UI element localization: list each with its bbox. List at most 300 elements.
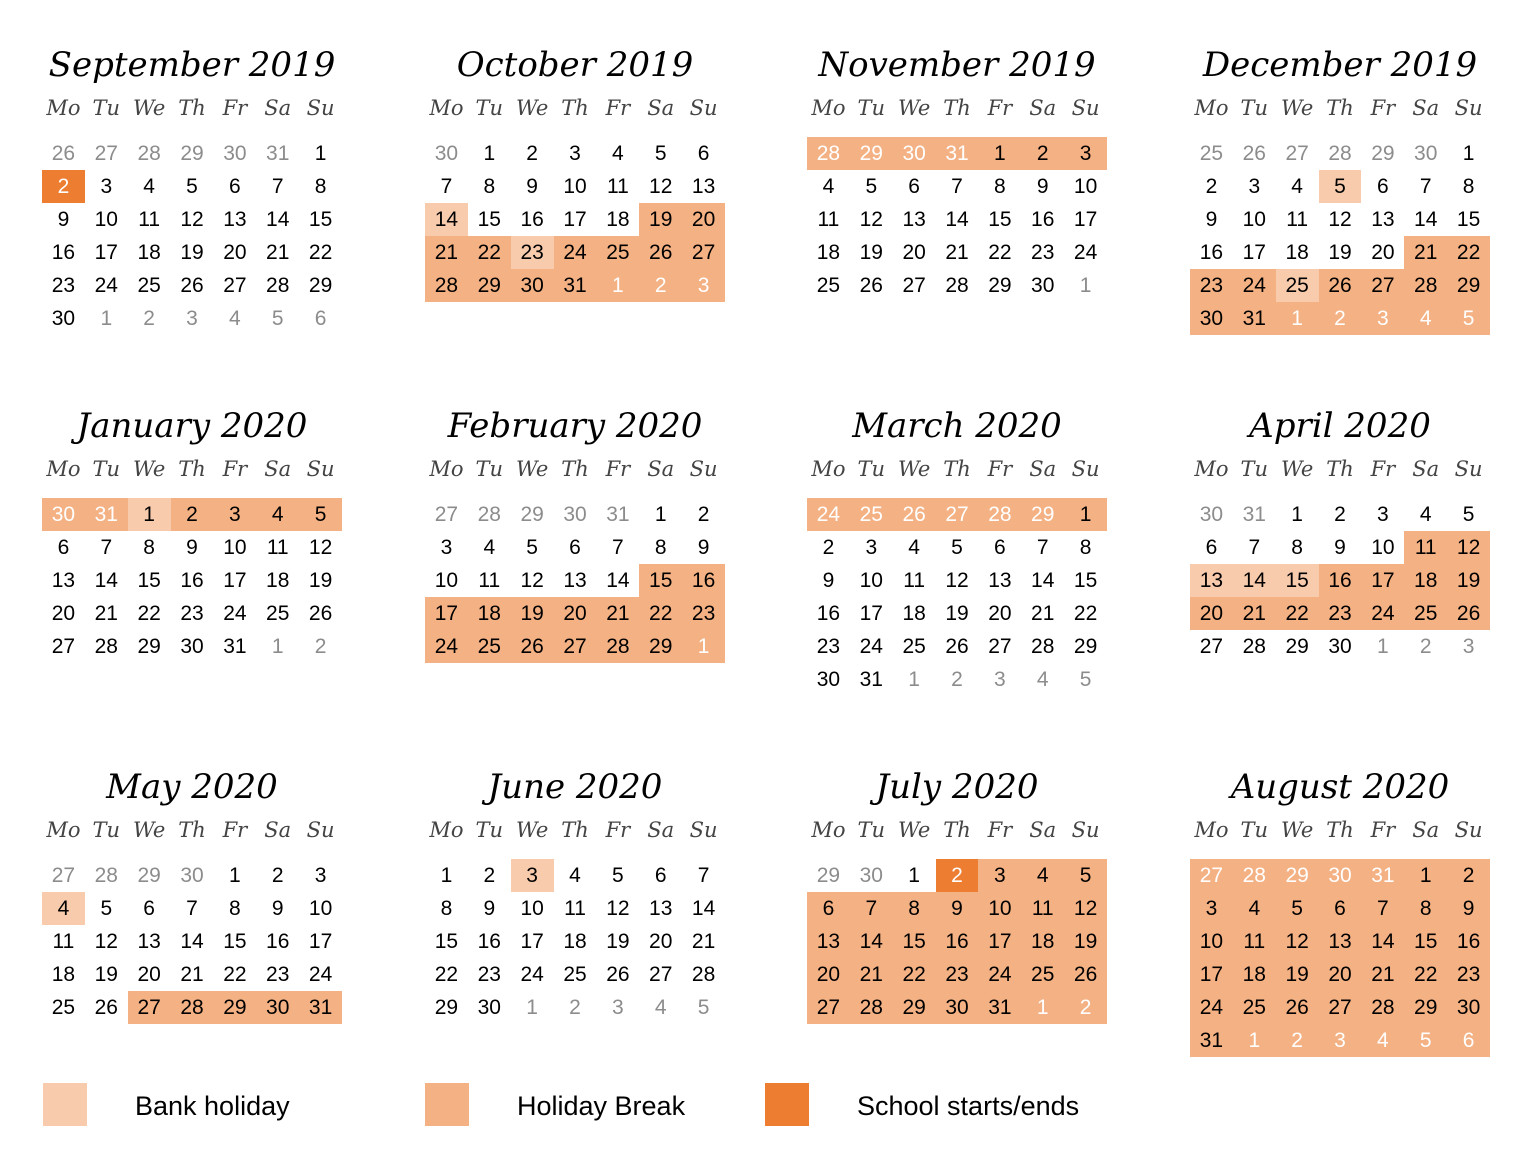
adjacent-month-day: 25 [1199, 142, 1224, 165]
day-cell: 24 [1190, 991, 1233, 1024]
day-cell: 30 [51, 307, 76, 330]
day-cell: 8 [314, 175, 327, 198]
weekday-header: We [897, 457, 931, 481]
day-cell: 20 [682, 203, 725, 236]
day-cell: 26 [94, 996, 118, 1019]
day-cell: 17 [1242, 241, 1266, 264]
day-cell: 2 [1021, 137, 1064, 170]
day-cell: 9 [1036, 175, 1049, 198]
adjacent-month-day: 27 [434, 503, 459, 526]
adjacent-month-day: 29 [520, 503, 544, 526]
day-cell: 5 [526, 536, 538, 559]
day-cell: 30 [1031, 274, 1055, 297]
weekday-header: Su [306, 96, 335, 120]
day-cell: 11 [266, 536, 289, 559]
day-cell: 15 [639, 564, 682, 597]
day-cell: 16 [1199, 241, 1224, 264]
day-cell: 5 [1319, 170, 1362, 203]
day-cell: 30 [1447, 991, 1490, 1024]
day-cell: 17 [1073, 208, 1098, 231]
day-cell: 13 [649, 897, 673, 920]
adjacent-month-day: 30 [1414, 142, 1438, 165]
day-cell: 7 [612, 536, 624, 559]
day-cell: 22 [1276, 597, 1319, 630]
adjacent-month-day: 31 [936, 137, 979, 170]
day-cell: 22 [1404, 958, 1447, 991]
day-cell: 23 [936, 958, 979, 991]
day-cell: 1 [1064, 498, 1107, 531]
day-cell: 9 [1334, 536, 1346, 559]
adjacent-month-day: 30 [1199, 503, 1224, 526]
day-cell: 27 [1199, 635, 1224, 658]
adjacent-month-day: 4 [1361, 1024, 1404, 1057]
day-cell: 15 [988, 208, 1012, 231]
adjacent-month-day: 2 [143, 307, 155, 330]
day-cell: 26 [511, 630, 554, 663]
day-cell: 28 [691, 963, 716, 986]
day-cell: 21 [1361, 958, 1404, 991]
day-cell: 11 [564, 897, 586, 920]
day-cell: 5 [612, 864, 624, 887]
day-cell: 3 [440, 536, 453, 559]
day-cell: 12 [520, 569, 544, 592]
weekday-header: Tu [1240, 457, 1269, 481]
weekday-header: Su [1454, 818, 1483, 842]
day-cell: 27 [988, 635, 1012, 658]
adjacent-month-day: 29 [180, 142, 204, 165]
adjacent-month-day: 2 [314, 635, 327, 658]
month-title: July 2020 [875, 767, 1039, 807]
day-cell: 14 [180, 930, 204, 953]
day-cell: 9 [697, 536, 710, 559]
day-cell: 1 [1404, 859, 1447, 892]
day-cell: 8 [1079, 536, 1092, 559]
adjacent-month-day: 1 [1079, 274, 1092, 297]
adjacent-month-day: 31 [85, 498, 128, 531]
day-cell: 6 [697, 142, 710, 165]
day-cell: 18 [1021, 925, 1064, 958]
adjacent-month-day: 31 [266, 142, 290, 165]
weekday-header: Su [689, 96, 718, 120]
day-cell: 3 [314, 864, 327, 887]
day-cell: 9 [271, 897, 284, 920]
day-cell: 21 [691, 930, 716, 953]
adjacent-month-day: 2 [1064, 991, 1107, 1024]
weekday-header: Su [689, 818, 718, 842]
day-cell: 18 [563, 930, 587, 953]
day-cell: 29 [1285, 635, 1309, 658]
day-cell: 22 [1073, 602, 1098, 625]
weekday-header: Mo [46, 457, 81, 481]
day-cell: 28 [945, 274, 969, 297]
weekday-header: Th [178, 457, 206, 481]
weekday-header: Fr [605, 457, 631, 481]
day-cell: 26 [1276, 991, 1319, 1024]
day-cell: 11 [1286, 208, 1309, 231]
day-cell: 3 [213, 498, 256, 531]
day-cell: 16 [266, 930, 290, 953]
weekday-header: Fr [222, 96, 248, 120]
day-cell: 23 [816, 635, 841, 658]
day-cell: 29 [137, 635, 161, 658]
day-cell: 13 [1319, 925, 1362, 958]
day-cell: 9 [1447, 892, 1490, 925]
day-cell: 17 [223, 569, 247, 592]
weekday-header: Sa [1412, 457, 1440, 481]
day-cell: 10 [859, 569, 883, 592]
day-cell: 18 [468, 597, 511, 630]
day-cell: 10 [1190, 925, 1233, 958]
day-cell: 15 [477, 208, 501, 231]
adjacent-month-day: 28 [807, 137, 850, 170]
adjacent-month-day: 29 [1276, 859, 1319, 892]
weekday-header: We [897, 818, 931, 842]
day-cell: 29 [1447, 269, 1490, 302]
month-title: November 2019 [818, 45, 1096, 85]
day-cell: 12 [1276, 925, 1319, 958]
weekday-header: Sa [647, 457, 675, 481]
day-cell: 5 [186, 175, 198, 198]
adjacent-month-day: 26 [1242, 142, 1266, 165]
day-cell: 6 [1319, 892, 1362, 925]
day-cell: 18 [902, 602, 926, 625]
adjacent-month-day: 5 [1404, 1024, 1447, 1057]
day-cell: 11 [1404, 531, 1447, 564]
day-cell: 18 [1285, 241, 1309, 264]
bank-holiday-swatch [43, 1083, 87, 1126]
day-cell: 4 [1233, 892, 1276, 925]
day-cell: 12 [606, 897, 630, 920]
day-cell: 21 [425, 236, 468, 269]
day-cell: 24 [308, 963, 333, 986]
day-cell: 16 [816, 602, 841, 625]
day-cell: 10 [1073, 175, 1098, 198]
day-cell: 16 [520, 208, 544, 231]
adjacent-month-day: 26 [893, 498, 936, 531]
day-cell: 6 [569, 536, 581, 559]
day-cell: 19 [639, 203, 682, 236]
day-cell: 2 [271, 864, 284, 887]
day-cell: 13 [137, 930, 161, 953]
day-cell: 7 [1036, 536, 1049, 559]
day-cell: 18 [1233, 958, 1276, 991]
day-cell: 14 [425, 203, 468, 236]
day-cell: 21 [1233, 597, 1276, 630]
day-cell: 25 [902, 635, 926, 658]
weekday-header: Sa [647, 818, 675, 842]
school-starts-ends-swatch [765, 1083, 809, 1126]
adjacent-month-day: 3 [186, 307, 198, 330]
adjacent-month-day: 31 [1242, 503, 1266, 526]
day-cell: 16 [682, 564, 725, 597]
adjacent-month-day: 29 [816, 864, 841, 887]
day-cell: 26 [945, 635, 969, 658]
day-cell: 6 [807, 892, 850, 925]
day-cell: 10 [94, 208, 118, 231]
day-cell: 20 [223, 241, 247, 264]
weekday-header: Th [1326, 457, 1354, 481]
day-cell: 28 [850, 991, 893, 1024]
weekday-header: Su [1071, 96, 1100, 120]
adjacent-month-day: 28 [477, 503, 501, 526]
day-cell: 6 [994, 536, 1006, 559]
day-cell: 10 [1242, 208, 1266, 231]
day-cell: 30 [180, 635, 204, 658]
weekday-header: Su [1454, 96, 1483, 120]
adjacent-month-day: 2 [569, 996, 581, 1019]
day-cell: 24 [1233, 269, 1276, 302]
adjacent-month-day: 27 [1190, 859, 1233, 892]
adjacent-month-day: 4 [1036, 668, 1049, 691]
adjacent-month-day: 1 [682, 630, 725, 663]
day-cell: 16 [1447, 925, 1490, 958]
day-cell: 11 [138, 208, 161, 231]
adjacent-month-day: 5 [697, 996, 710, 1019]
weekday-header: Tu [475, 457, 504, 481]
adjacent-month-day: 30 [42, 498, 85, 531]
adjacent-month-day: 3 [682, 269, 725, 302]
day-cell: 17 [859, 602, 883, 625]
day-cell: 8 [1404, 892, 1447, 925]
month-title: January 2020 [76, 406, 308, 446]
weekday-header: Fr [987, 96, 1013, 120]
day-cell: 19 [511, 597, 554, 630]
day-cell: 31 [554, 269, 597, 302]
day-cell: 8 [1462, 175, 1475, 198]
day-cell: 4 [143, 175, 155, 198]
day-cell: 23 [682, 597, 725, 630]
day-cell: 13 [223, 208, 247, 231]
day-cell: 14 [1414, 208, 1438, 231]
day-cell: 7 [850, 892, 893, 925]
day-cell: 18 [266, 569, 290, 592]
weekday-header: Tu [475, 818, 504, 842]
day-cell: 19 [1447, 564, 1490, 597]
day-cell: 26 [180, 274, 204, 297]
day-cell: 27 [1361, 269, 1404, 302]
day-cell: 7 [440, 175, 453, 198]
day-cell: 7 [1248, 536, 1261, 559]
day-cell: 15 [1276, 564, 1319, 597]
day-cell: 20 [649, 930, 673, 953]
weekday-header: Mo [811, 457, 846, 481]
day-cell: 9 [822, 569, 835, 592]
day-cell: 3 [100, 175, 113, 198]
day-cell: 19 [180, 241, 204, 264]
adjacent-month-day: 1 [1377, 635, 1389, 658]
adjacent-month-day: 30 [563, 503, 587, 526]
day-cell: 29 [893, 991, 936, 1024]
adjacent-month-day: 5 [1079, 668, 1092, 691]
day-cell: 26 [606, 963, 630, 986]
day-cell: 14 [1233, 564, 1276, 597]
day-cell: 12 [649, 175, 673, 198]
weekday-header: Su [1071, 457, 1100, 481]
day-cell: 13 [563, 569, 587, 592]
day-cell: 14 [691, 897, 716, 920]
day-cell: 14 [1361, 925, 1404, 958]
day-cell: 3 [865, 536, 878, 559]
weekday-header: Sa [264, 96, 292, 120]
day-cell: 1 [908, 864, 920, 887]
day-cell: 25 [1276, 269, 1319, 302]
day-cell: 25 [51, 996, 76, 1019]
adjacent-month-day: 27 [936, 498, 979, 531]
day-cell: 20 [988, 602, 1012, 625]
day-cell: 3 [978, 859, 1021, 892]
day-cell: 22 [137, 602, 161, 625]
adjacent-month-day: 2 [1419, 635, 1432, 658]
day-cell: 30 [256, 991, 299, 1024]
day-cell: 4 [822, 175, 835, 198]
day-cell: 26 [1447, 597, 1490, 630]
day-cell: 5 [1276, 892, 1319, 925]
day-cell: 23 [1319, 597, 1362, 630]
day-cell: 2 [171, 498, 214, 531]
adjacent-month-day: 6 [1447, 1024, 1490, 1057]
day-cell: 19 [1276, 958, 1319, 991]
weekday-header: Su [689, 457, 718, 481]
day-cell: 24 [1073, 241, 1098, 264]
day-cell: 5 [100, 897, 113, 920]
weekday-header: Fr [605, 96, 631, 120]
day-cell: 22 [893, 958, 936, 991]
weekday-header: Su [1071, 818, 1100, 842]
day-cell: 1 [483, 142, 496, 165]
day-cell: 31 [978, 991, 1021, 1024]
weekday-header: Mo [1194, 457, 1229, 481]
adjacent-month-day: 1 [271, 635, 284, 658]
day-cell: 14 [945, 208, 969, 231]
day-cell: 10 [520, 897, 544, 920]
day-cell: 15 [1404, 925, 1447, 958]
day-cell: 29 [213, 991, 256, 1024]
day-cell: 8 [143, 536, 155, 559]
adjacent-month-day: 4 [229, 307, 241, 330]
day-cell: 2 [1334, 503, 1346, 526]
day-cell: 30 [816, 668, 841, 691]
day-cell: 20 [1371, 241, 1395, 264]
day-cell: 1 [654, 503, 667, 526]
day-cell: 24 [554, 236, 597, 269]
day-cell: 24 [425, 630, 468, 663]
day-cell: 22 [1447, 236, 1490, 269]
day-cell: 27 [649, 963, 673, 986]
weekday-header: Fr [222, 818, 248, 842]
day-cell: 1 [314, 142, 327, 165]
day-cell: 23 [51, 274, 76, 297]
adjacent-month-day: 2 [951, 668, 963, 691]
day-cell: 6 [57, 536, 70, 559]
day-cell: 18 [51, 963, 76, 986]
weekday-header: Fr [987, 818, 1013, 842]
day-cell: 17 [978, 925, 1021, 958]
day-cell: 12 [945, 569, 969, 592]
day-cell: 5 [1064, 859, 1107, 892]
weekday-header: Mo [46, 96, 81, 120]
day-cell: 27 [223, 274, 247, 297]
day-cell: 31 [223, 635, 247, 658]
adjacent-month-day: 4 [654, 996, 667, 1019]
day-cell: 10 [563, 175, 587, 198]
day-cell: 19 [308, 569, 333, 592]
day-cell: 29 [434, 996, 459, 1019]
day-cell: 6 [654, 864, 667, 887]
month-title: February 2020 [447, 406, 703, 446]
adjacent-month-day: 1 [1233, 1024, 1276, 1057]
day-cell: 30 [511, 269, 554, 302]
adjacent-month-day: 30 [180, 864, 204, 887]
adjacent-month-day: 5 [1447, 302, 1490, 335]
day-cell: 30 [1328, 635, 1352, 658]
day-cell: 13 [691, 175, 716, 198]
day-cell: 18 [137, 241, 161, 264]
adjacent-month-day: 30 [223, 142, 247, 165]
day-cell: 5 [951, 536, 963, 559]
day-cell: 7 [697, 864, 710, 887]
day-cell: 23 [180, 602, 204, 625]
day-cell: 27 [807, 991, 850, 1024]
day-cell: 28 [1361, 991, 1404, 1024]
weekday-header: We [132, 96, 166, 120]
day-cell: 2 [1205, 175, 1218, 198]
day-cell: 21 [266, 241, 290, 264]
day-cell: 27 [51, 635, 76, 658]
weekday-header: Fr [222, 457, 248, 481]
weekday-header: Th [561, 818, 589, 842]
day-cell: 20 [1319, 958, 1362, 991]
day-cell: 29 [308, 274, 333, 297]
day-cell: 25 [1233, 991, 1276, 1024]
day-cell: 29 [468, 269, 511, 302]
adjacent-month-day: 1 [1021, 991, 1064, 1024]
day-cell: 21 [1031, 602, 1055, 625]
day-cell: 24 [859, 635, 883, 658]
day-cell: 8 [440, 897, 453, 920]
month-title: April 2020 [1249, 406, 1431, 446]
weekday-header: Sa [1029, 457, 1057, 481]
holiday-break-swatch [425, 1083, 469, 1126]
day-cell: 9 [1205, 208, 1218, 231]
day-cell: 7 [1419, 175, 1432, 198]
day-cell: 17 [94, 241, 118, 264]
weekday-header: We [515, 96, 549, 120]
day-cell: 19 [859, 241, 883, 264]
day-cell: 10 [223, 536, 247, 559]
day-cell: 17 [308, 930, 333, 953]
weekday-header: Sa [647, 96, 675, 120]
day-cell: 15 [137, 569, 161, 592]
day-cell: 22 [308, 241, 333, 264]
day-cell: 18 [606, 208, 630, 231]
adjacent-month-day: 29 [850, 137, 893, 170]
weekday-header: Mo [429, 818, 464, 842]
weekday-header: We [515, 818, 549, 842]
adjacent-month-day: 2 [1319, 302, 1362, 335]
day-cell: 15 [223, 930, 247, 953]
adjacent-month-day: 28 [978, 498, 1021, 531]
day-cell: 24 [94, 274, 118, 297]
day-cell: 1 [978, 137, 1021, 170]
day-cell: 16 [180, 569, 204, 592]
month-title: August 2020 [1230, 767, 1450, 807]
day-cell: 14 [1031, 569, 1055, 592]
day-cell: 18 [1404, 564, 1447, 597]
weekday-header: Th [178, 818, 206, 842]
weekday-header: Fr [1370, 96, 1396, 120]
day-cell: 16 [936, 925, 979, 958]
adjacent-month-day: 27 [1285, 142, 1309, 165]
